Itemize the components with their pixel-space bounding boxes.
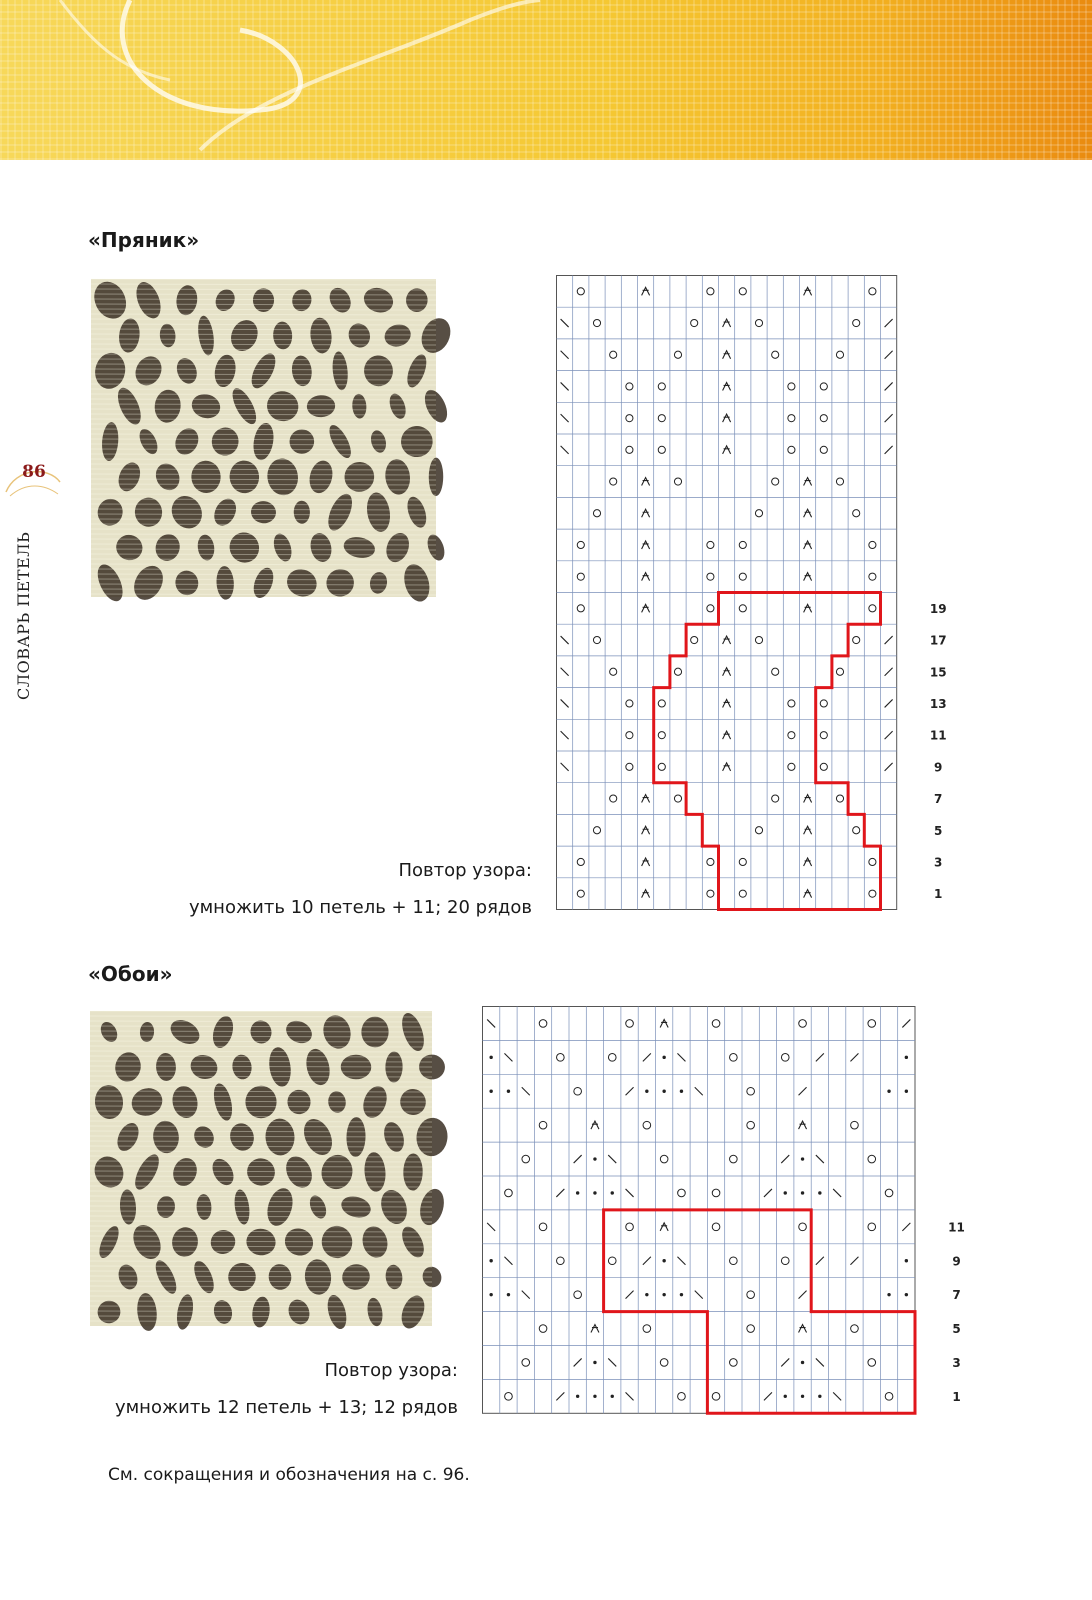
repeat-caption-pryanik: [100, 855, 532, 935]
row-number-label: 19: [929, 601, 947, 616]
purl-dot-symbol: [905, 1090, 908, 1093]
purl-dot-symbol: [801, 1191, 804, 1194]
knit-swatch-photo-pryanik: [91, 279, 436, 597]
repeat-value: умножить 12 петель + 13; 12 рядов: [114, 1397, 458, 1418]
purl-dot-symbol: [662, 1090, 665, 1093]
purl-dot-symbol: [662, 1259, 665, 1262]
side-marker: [4, 462, 64, 722]
row-number-label: 3: [952, 1355, 961, 1370]
header-banner: [0, 0, 1092, 160]
lace-hole: [253, 288, 274, 312]
purl-dot-symbol: [662, 1293, 665, 1296]
purl-dot-symbol: [801, 1157, 804, 1160]
purl-dot-symbol: [489, 1259, 492, 1262]
purl-dot-symbol: [611, 1191, 614, 1194]
purl-dot-symbol: [507, 1090, 510, 1093]
purl-dot-symbol: [818, 1395, 821, 1398]
purl-dot-symbol: [611, 1395, 614, 1398]
purl-dot-symbol: [784, 1191, 787, 1194]
page-number: 86: [22, 462, 46, 482]
row-number-label: 1: [952, 1389, 961, 1404]
row-number-label: 15: [929, 665, 947, 680]
purl-dot-symbol: [489, 1056, 492, 1059]
purl-dot-symbol: [801, 1361, 804, 1364]
knitting-chart-pryanik: [556, 275, 946, 925]
decorative-swirl: [0, 0, 1092, 160]
repeat-caption-oboi: [100, 1355, 458, 1435]
row-number-label: 3: [934, 855, 943, 870]
purl-dot-symbol: [784, 1395, 787, 1398]
purl-dot-symbol: [905, 1293, 908, 1296]
row-number-label: 9: [952, 1254, 961, 1269]
footnote: См. сокращения и обозначения на с. 96.: [108, 1465, 470, 1485]
purl-dot-symbol: [887, 1293, 890, 1296]
row-number-label: 11: [929, 728, 947, 743]
purl-dot-symbol: [576, 1191, 579, 1194]
purl-dot-symbol: [680, 1293, 683, 1296]
purl-dot-symbol: [507, 1293, 510, 1296]
purl-dot-symbol: [593, 1157, 596, 1160]
lace-texture: [90, 1011, 432, 1326]
purl-dot-symbol: [905, 1259, 908, 1262]
purl-dot-symbol: [662, 1056, 665, 1059]
knit-swatch-photo-oboi: [90, 1011, 432, 1326]
purl-dot-symbol: [489, 1293, 492, 1296]
row-number-label: 7: [934, 792, 943, 807]
row-number-label: 1: [934, 887, 943, 902]
purl-dot-symbol: [887, 1090, 890, 1093]
purl-dot-symbol: [680, 1090, 683, 1093]
purl-dot-symbol: [593, 1395, 596, 1398]
section-label: СЛОВАРЬ ПЕТЕЛЬ: [14, 531, 33, 700]
purl-dot-symbol: [801, 1395, 804, 1398]
repeat-value: умножить 10 петель + 11; 20 рядов: [188, 897, 532, 918]
row-number-label: 9: [934, 760, 943, 775]
repeat-label: Повтор узора:: [324, 1360, 458, 1381]
lace-texture: [91, 279, 436, 597]
purl-dot-symbol: [489, 1090, 492, 1093]
purl-dot-symbol: [905, 1056, 908, 1059]
knitting-chart-oboi: [482, 1006, 965, 1422]
row-number-label: 5: [934, 823, 943, 838]
pattern-title-pryanik: «Пряник»: [88, 228, 200, 252]
row-number-label: 11: [948, 1220, 965, 1235]
purl-dot-symbol: [645, 1293, 648, 1296]
pattern-title-oboi: «Обои»: [88, 962, 173, 986]
purl-dot-symbol: [593, 1361, 596, 1364]
repeat-label: Повтор узора:: [398, 860, 532, 881]
row-number-label: 7: [952, 1288, 961, 1303]
row-number-label: 13: [929, 696, 947, 711]
row-number-label: 5: [952, 1322, 961, 1337]
purl-dot-symbol: [645, 1090, 648, 1093]
purl-dot-symbol: [576, 1395, 579, 1398]
purl-dot-symbol: [593, 1191, 596, 1194]
row-number-label: 17: [929, 633, 947, 648]
purl-dot-symbol: [818, 1191, 821, 1194]
